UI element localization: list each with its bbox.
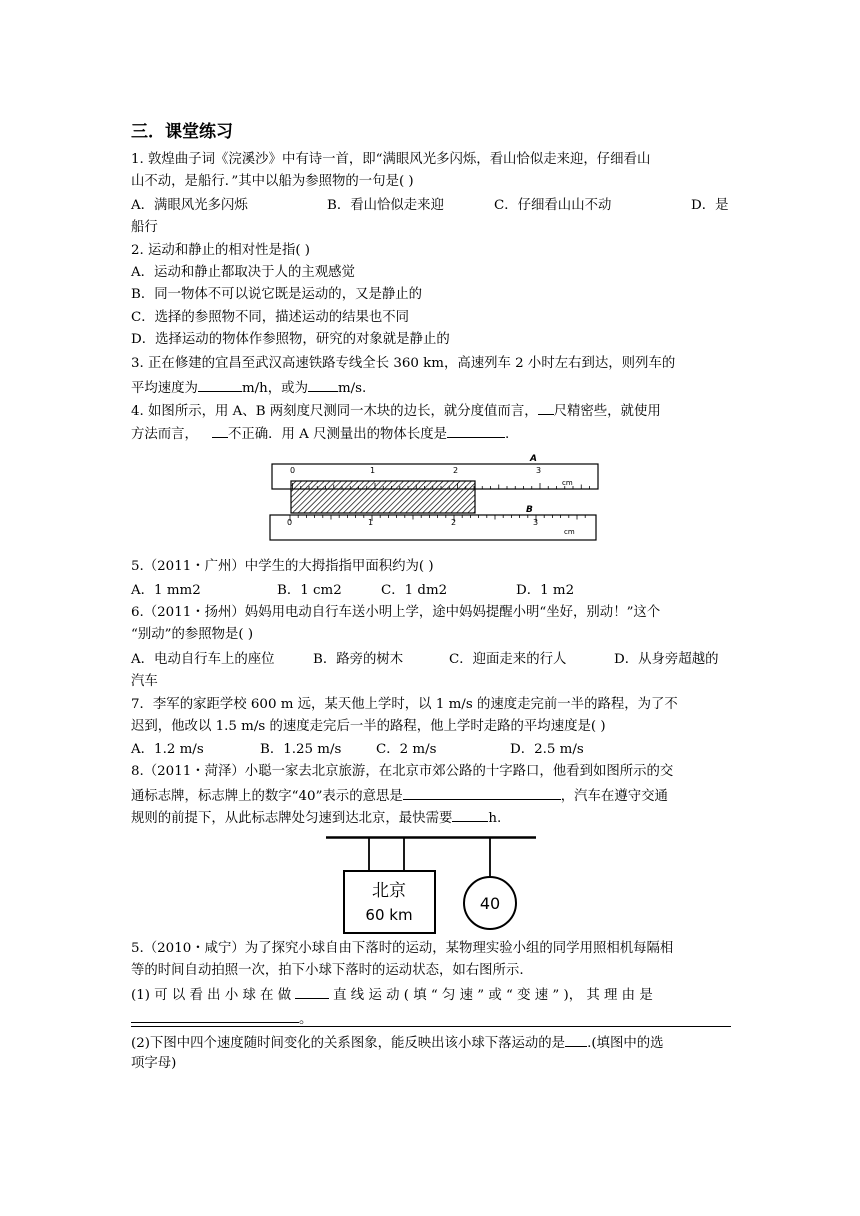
q5-stem: 5.（2011・广州）中学生的大拇指指甲面积约为( ) bbox=[131, 559, 434, 574]
q8-text-b: ，汽车在遵守交通 bbox=[560, 789, 668, 804]
q7-option-a: A．1.2 m/s bbox=[131, 742, 204, 757]
q1-option-c: C．仔细看山山不动 bbox=[494, 198, 612, 213]
ruler-a-tick-label-1: 1 bbox=[370, 466, 376, 475]
q9-line6: 项字母) bbox=[131, 1056, 177, 1071]
sign-distance: 60 km bbox=[365, 906, 413, 924]
q9-text-d: (2)下图中四个速度随时间变化的关系图象，能反映出该小球下落运动的是 bbox=[131, 1036, 566, 1051]
q9-line2: 等的时间自动拍照一次，拍下小球下落时的运动状态，如右图所示. bbox=[131, 963, 524, 978]
q4-blank-method[interactable] bbox=[212, 424, 228, 438]
q9-text-e: .(填图中的选 bbox=[587, 1036, 664, 1051]
q5-option-c: C．1 dm2 bbox=[381, 583, 448, 598]
q4-line2 bbox=[131, 424, 509, 444]
q5-option-b: B．1 cm2 bbox=[277, 583, 342, 598]
ruler-a-tick-label-2: 2 bbox=[453, 466, 459, 475]
q3-blank-ms[interactable] bbox=[308, 378, 338, 392]
q2-option-b: B．同一物体不可以说它既是运动的，又是静止的 bbox=[131, 287, 423, 302]
divider-line bbox=[131, 1026, 731, 1027]
q8-line1: 8.（2011・菏泽）小聪一家去北京旅游，在北京市郊公路的十字路口，他看到如图所示的交 bbox=[131, 764, 674, 779]
q2-option-d: D．选择运动的物体作参照物，研究的对象就是静止的 bbox=[131, 332, 450, 347]
ruler-a-tick-label-3: 3 bbox=[536, 466, 542, 475]
ruler-b-tick-label-1: 1 bbox=[368, 518, 374, 527]
q6-option-c: C．迎面走来的行人 bbox=[449, 652, 567, 667]
q2-option-a: A．运动和静止都取决于人的主观感觉 bbox=[131, 265, 355, 280]
q4-text-c: 方法而言， bbox=[131, 427, 198, 442]
q1-line2: 山不动，是船行．”其中以船为参照物的一句是( ) bbox=[131, 174, 414, 189]
q4-text-d: 不正确．用 A 尺测量出的物体长度是 bbox=[227, 427, 447, 442]
q1-option-d-continued: 船行 bbox=[131, 220, 158, 235]
q3-text-a: 平均速度为 bbox=[131, 381, 198, 396]
q8-text-d: h. bbox=[488, 811, 502, 826]
q7-line1: 7．李军的家距学校 600 m 远，某天他上学时，以 1 m/s 的速度走完前一半的路程，为了不 bbox=[131, 697, 678, 712]
q9-blank-reason[interactable] bbox=[131, 1009, 299, 1023]
ruler-a-unit: cm bbox=[562, 479, 573, 487]
q6-line1: 6.（2011・扬州）妈妈用电动自行车送小明上学，途中妈妈提醒小明“坐好，别动！”这个 bbox=[131, 605, 661, 620]
section-title: 三．课堂练习 bbox=[131, 122, 233, 142]
sign-speed-limit: 40 bbox=[479, 894, 501, 913]
q7-option-d: D．2.5 m/s bbox=[510, 742, 584, 757]
q3-line1: 3. 正在修建的宜昌至武汉高速铁路专线全长 360 km，高速列车 2 小时左右到达，则列车的 bbox=[131, 356, 676, 371]
ruler-b-tick-label-0: 0 bbox=[287, 518, 293, 527]
q9-blank-graph[interactable] bbox=[565, 1033, 587, 1047]
q7-option-b: B．1.25 m/s bbox=[260, 742, 342, 757]
q1-option-b: B．看山恰似走来迎 bbox=[327, 198, 444, 213]
ruler-b bbox=[270, 515, 596, 540]
q4-text-a: 4. 如图所示，用 A、B 两刻度尺测同一木块的边长，就分度值而言， bbox=[131, 404, 538, 419]
q8-blank-time[interactable] bbox=[452, 808, 488, 822]
q8-blank-meaning[interactable] bbox=[403, 786, 561, 800]
ruler-a-tick-label-0: 0 bbox=[290, 466, 296, 475]
q5-option-d: D．1 m2 bbox=[516, 583, 575, 598]
q4-blank-precise[interactable] bbox=[538, 401, 554, 415]
q4-text-e: . bbox=[505, 427, 510, 442]
q4-blank-length[interactable] bbox=[447, 424, 505, 438]
q3-line2 bbox=[131, 378, 366, 398]
q6-option-a: A．电动自行车上的座位 bbox=[131, 652, 275, 667]
q9-text-c: 。 bbox=[299, 1012, 313, 1027]
q7-line2: 迟到，他改以 1.5 m/s 的速度走完后一半的路程，他上学时走路的平均速度是( ) bbox=[131, 719, 606, 734]
q1-option-d: D．是 bbox=[691, 198, 729, 213]
q9-text-b: 直 线 运 动 ( 填 “ 匀 速 ” 或 “ 变 速 ” )， 其 理 由 是 bbox=[333, 988, 653, 1003]
q2-stem: 2. 运动和静止的相对性是指( ) bbox=[131, 243, 311, 258]
sign-city: 北京 bbox=[372, 881, 406, 901]
q4-text-b: 尺精密些，就使用 bbox=[553, 404, 661, 419]
ruler-b-tick-label-2: 2 bbox=[451, 518, 457, 527]
q6-option-b: B．路旁的树木 bbox=[313, 652, 404, 667]
q5-option-a: A．1 mm2 bbox=[131, 583, 201, 598]
ruler-b-unit: cm bbox=[564, 528, 575, 536]
q3-blank-kmh[interactable] bbox=[198, 378, 242, 392]
q9-blank-motion[interactable] bbox=[295, 985, 329, 999]
ruler-b-tick-label-3: 3 bbox=[533, 518, 539, 527]
q2-option-c: C．选择的参照物不同，描述运动的结果也不同 bbox=[131, 310, 410, 325]
q8-text-c: 规则的前提下，从此标志牌处匀速到达北京，最快需要 bbox=[131, 811, 453, 826]
q8-line2 bbox=[131, 786, 668, 806]
ruler-b-label: B bbox=[526, 505, 533, 515]
q3-text-c: m/s. bbox=[337, 381, 367, 396]
q4-line1 bbox=[131, 401, 661, 421]
q6-option-d: D．从身旁超越的 bbox=[614, 652, 719, 667]
q6-line2: “别动”的参照物是( ) bbox=[131, 627, 254, 642]
traffic-sign-figure bbox=[326, 836, 538, 938]
ruler-a-label: A bbox=[530, 454, 537, 464]
q1-option-a: A．满眼风光多闪烁 bbox=[131, 198, 248, 213]
q9-text-a: (1) 可 以 看 出 小 球 在 做 bbox=[131, 988, 292, 1003]
wooden-block bbox=[291, 481, 475, 513]
q7-option-c: C．2 m/s bbox=[376, 742, 437, 757]
q9-line3 bbox=[131, 985, 653, 1005]
q6-option-d-continued: 汽车 bbox=[131, 674, 158, 689]
ruler-figure bbox=[268, 452, 600, 544]
q3-text-b: m/h，或为 bbox=[241, 381, 308, 396]
q1-line1: 1. 敦煌曲子词《浣溪沙》中有诗一首，即“满眼风光多闪烁，看山恰似走来迎，仔细看山 bbox=[131, 152, 651, 167]
q8-line3 bbox=[131, 808, 501, 828]
q9-line1: 5.（2010・咸宁）为了探究小球自由下落时的运动，某物理实验小组的同学用照相机每隔相 bbox=[131, 941, 674, 956]
q8-text-a: 通标志牌，标志牌上的数字“40”表示的意思是 bbox=[131, 789, 403, 804]
q9-line5 bbox=[131, 1033, 664, 1053]
